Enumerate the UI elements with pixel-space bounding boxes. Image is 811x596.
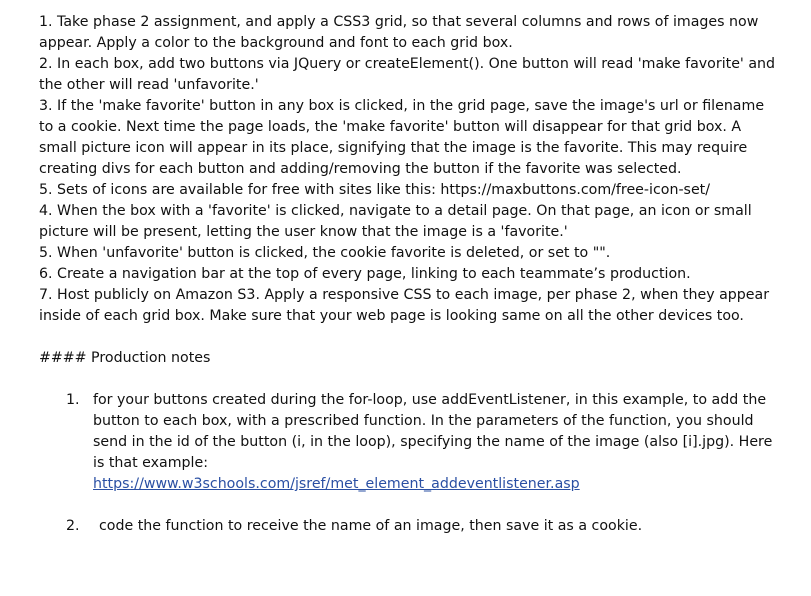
- list-item: [39, 390, 779, 495]
- production-notes-list: [39, 390, 779, 537]
- document-body: [39, 12, 779, 537]
- paragraph-2: 2. In each box, add two buttons via JQuery or createElement(). One button will read 'make favorite' and the other will read 'unfavorite.': [39, 56, 780, 93]
- list-item-text: [93, 390, 779, 495]
- paragraph-7: 7. Host publicly on Amazon S3. Apply a responsive CSS to each image, per phase 2, when they appear inside of each grid box. Make sure that your web page is looking same on all the other devices too.: [39, 287, 774, 324]
- list-item: [39, 516, 779, 537]
- list-item-text: code the function to receive the name of an image, then save it as a cookie.: [99, 518, 643, 534]
- example-link[interactable]: https://www.w3schools.com/jsref/met_element_addeventlistener.asp: [93, 476, 580, 492]
- blank-line: [39, 327, 779, 348]
- paragraph-icon-sets: 5. Sets of icons are available for free with sites like this: https://maxbuttons.com/free-icon-set/: [39, 182, 711, 198]
- blank-line: [39, 369, 779, 390]
- paragraph-5: 5. When 'unfavorite' button is clicked, the cookie favorite is deleted, or set to "".: [39, 245, 611, 261]
- paragraph-6: 6. Create a navigation bar at the top of every page, linking to each teammate’s production.: [39, 266, 691, 282]
- note-text: for your buttons created during the for-loop, use addEventListener, in this example, to add the button to each box, with a prescribed function. In the parameters of the function, you should send in the id of the button (i, in the loop), specifying the name of the image (also [i].jpg). Here is that example:: [93, 392, 773, 471]
- paragraph-3: 3. If the 'make favorite' button in any box is clicked, in the grid page, save the image's url or filename to a cookie. Next time the page loads, the 'make favorite' button will disappear for that grid box. A small picture icon will appear in its place, signifying that the image is the favorite. This may require creating divs for each button and adding/removing the button if the favorite was selected.: [39, 98, 769, 177]
- list-item-number: 2.: [66, 518, 80, 534]
- paragraph-4: 4. When the box with a 'favorite' is clicked, navigate to a detail page. On that page, an icon or small picture will be present, letting the user know that the image is a 'favorite.': [39, 203, 757, 240]
- notes-heading: #### Production notes: [39, 350, 211, 366]
- paragraph-1: 1. Take phase 2 assignment, and apply a CSS3 grid, so that several columns and rows of images now appear. Apply a color to the background and font to each grid box.: [39, 14, 763, 51]
- list-item-number: 1.: [66, 392, 80, 408]
